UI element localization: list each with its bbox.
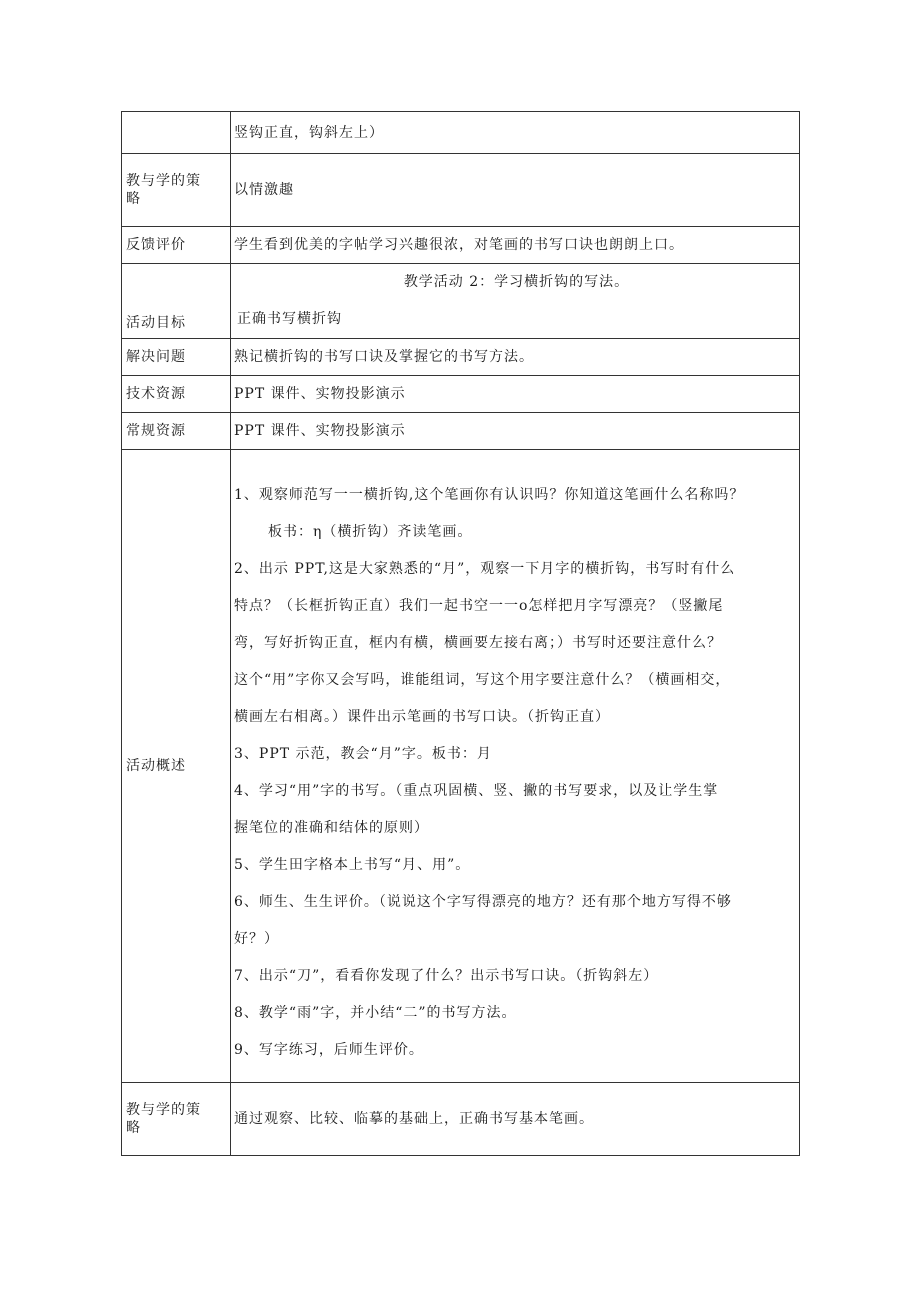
label-cell [122,450,231,1083]
table-row [122,112,800,154]
regular-resource-label: 常规资源 [126,423,186,439]
overview-line: 4、学习“用”字的书写。（重点巩固横、竖、撇的书写要求，以及让学生掌 [234,783,719,799]
overview-line: 7、出示“刀”，看看你发现了什么？出示书写口诀。（折钩斜左） [234,968,659,984]
content-cell [231,112,800,154]
problem-label: 解决问题 [126,349,186,365]
strategy-label-line1: 教与学的策 [126,1102,201,1118]
activity-heading: 教学活动 2：学习横折钩的写法。 [403,274,630,290]
strategy-text: 通过观察、比较、临摹的基础上，正确书写基本笔画。 [234,1111,594,1127]
overview-label: 活动概述 [126,758,186,774]
content-cell [231,227,800,264]
label-cell [122,339,231,376]
overview-line: 特点？（长框折钩正直）我们一起书空一一ο怎样把月字写漂亮？（竖撇尾 [234,598,724,614]
stroke-rule-text: 竖钩正直，钩斜左上） [234,124,384,141]
label-cell [122,376,231,413]
table-row [122,450,800,1083]
label-cell-empty [122,112,231,154]
content-cell [231,1083,800,1156]
lesson-plan-table [121,111,800,1156]
goal-label: 活动目标 [126,315,186,331]
overview-line: 板书：η（横折钩）齐读笔画。 [268,524,473,540]
overview-line: 横画左右相离。）课件出示笔画的书写口诀。（折钩正直） [234,709,610,725]
overview-line: 8、教学“雨”字，并小结“二”的书写方法。 [234,1005,517,1021]
label-cell [122,1083,231,1156]
overview-line: 这个“用”字你又会写吗，谁能组词，写这个用字要注意什么？（横画相交， [234,672,731,688]
label-cell [122,154,231,227]
label-cell [122,227,231,264]
strategy-label-line2: 略 [126,191,141,207]
table-row [122,376,800,413]
content-cell [231,376,800,413]
label-cell [122,264,231,339]
regular-resource-text: PPT 课件、实物投影演示 [234,423,406,439]
strategy-label-line2: 略 [126,1120,141,1136]
overview-line: 1、观察师范写一一横折钩,这个笔画你有认识吗？你知道这笔画什么名称吗？ [234,487,745,503]
table-row [122,413,800,450]
overview-line: 6、师生、生生评价。（说说这个字写得漂亮的地方？还有那个地方写得不够 [234,894,732,910]
overview-line: 9、写字练习，后师生评价。 [234,1042,424,1058]
overview-line: 2、出示 PPT,这是大家熟悉的“月”，观察一下月字的横折钩，书写时有什么 [234,561,736,577]
overview-line: 弯，写好折钩正直，框内有横，横画要左接右离；）书写时还要注意什么？ [234,635,722,651]
overview-line: 5、学生田字格本上书写“月、用”。 [234,857,471,873]
tech-resource-label: 技术资源 [126,386,186,402]
table-row [122,1083,800,1156]
table-row [122,339,800,376]
goal-text: 正确书写横折钩 [237,311,342,327]
overview-cell [231,450,800,1083]
label-cell [122,413,231,450]
overview-line: 好？） [234,931,279,947]
feedback-text: 学生看到优美的字帖学习兴趣很浓，对笔画的书写口诀也朗朗上口。 [234,237,684,253]
table-row [122,227,800,264]
overview-line: 握笔位的准确和结体的原则） [234,820,429,836]
table-row [122,264,800,339]
content-cell [231,339,800,376]
content-cell [231,264,800,339]
content-cell [231,154,800,227]
strategy-label-line1: 教与学的策 [126,173,201,189]
table-row [122,154,800,227]
strategy-text: 以情激趣 [234,182,294,198]
content-cell [231,413,800,450]
feedback-label: 反馈评价 [126,237,186,253]
overview-line: 3、PPT 示范，教会“月”字。板书：月 [234,746,492,762]
problem-text: 熟记横折钩的书写口诀及掌握它的书写方法。 [234,349,534,365]
tech-resource-text: PPT 课件、实物投影演示 [234,386,406,402]
